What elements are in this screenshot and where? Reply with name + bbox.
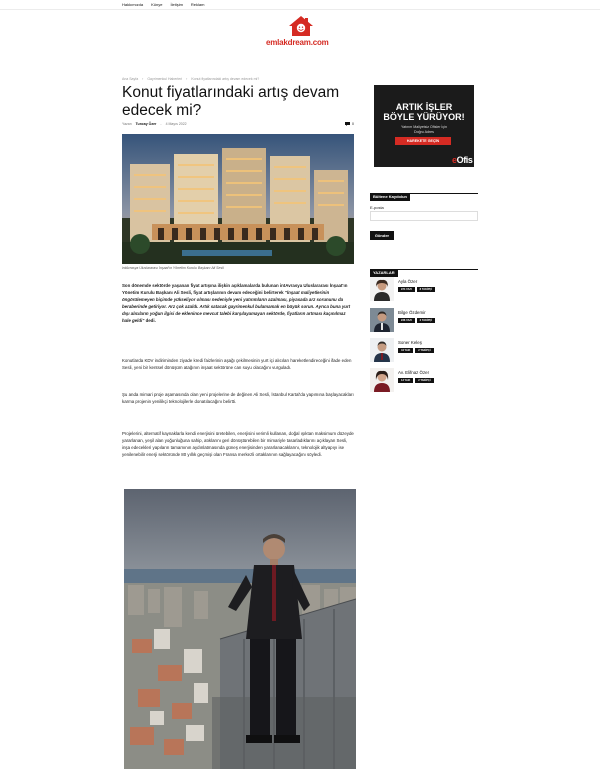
article-paragraph: Konutlarda KDV indiriminden ziyade kredi faizlerinin aşağı çekilmesinin yurt içi alıcıları hareketlendireceğini ifade eden Sesli, yeni bir kentsel dönüşüm atağının inşaat sektörüne can suyu olacağını vurguladı. [122,358,352,370]
newsletter-heading-label: Bültene Kaydolun [370,193,410,201]
comment-count[interactable] [345,122,354,126]
writer-item[interactable] [370,277,478,303]
post-count-badge: 974 YAZI [398,287,415,292]
writer-item[interactable] [370,308,478,334]
comment-icon [345,122,350,126]
breadcrumb [122,77,259,81]
brand-name: emlakdream.com [266,38,329,47]
ad-subtext-2: Doğru Adres [414,130,434,134]
sidebar-ad-banner[interactable] [374,85,474,167]
writer-name[interactable]: Av. Elifnaz Özer [398,370,430,375]
comment-count-value: 0 [352,122,354,126]
nav-link-ads[interactable]: Reklam [190,2,205,7]
article-photo [124,489,356,769]
avatar[interactable] [370,338,394,362]
top-bar [0,0,600,10]
ad-subtext: Yatırım Maliyetsiz Ofisler İçin [400,125,448,129]
writer-badges [398,287,435,292]
image-caption: intAvrasya Uluslararası İnşaat'ın Yönetim Kurulu Başkanı Ali Sesli [122,266,224,270]
writer-item[interactable] [370,338,478,364]
follower-count-badge: 2 TAKİPÇİ [415,348,433,353]
breadcrumb-current: Konut fiyatlarındaki artış devam edecek mi? [191,77,260,81]
email-label: E-posta [370,205,384,210]
writer-name[interactable]: Bilge Özdemir [398,310,426,315]
article-lead [122,282,354,324]
post-count-badge: 44 YAZI [398,348,413,353]
ad-brand-e: e [452,155,457,165]
nav-link-contact[interactable]: İletişim [170,2,183,7]
house-logo-icon [287,15,315,37]
follower-count-badge: 8 TAKİPÇİ [417,287,435,292]
site-logo[interactable] [262,15,342,49]
writer-badges [398,378,434,383]
article-paragraph: Projelerini, alternatif kaynaklarla kendi enerjisini üretebilen, enerjisini verimli kullanan, doğal ışıktan maksimum düzeyde yararlanan, yeşil alan yoğunluğuna sahip, atıklarını geri dönüştürebilen bir mimariyle tasarladıklarını açıklayan Sesli, inşa edecekleri yapıların tamamının aydınlatmasında güneş enerjisinden yararlanacaklarını, teknolojik altyapıyı ise yenilenebilir enerji sektöründe 80 yıllık geçmişi olan Fransa merkezli ortaklarının sağlayacağını söyledi. [122,431,354,457]
avatar[interactable] [370,277,394,301]
newsletter-heading [370,185,478,199]
writer-name[interactable]: Ayla Özer [398,279,418,284]
lead-end: dedi. [144,318,156,323]
breadcrumb-home[interactable]: Ana Sayfa [122,77,139,81]
ad-brand-logo [452,155,473,165]
article-meta [122,122,187,126]
breadcrumb-separator: › [142,77,144,81]
writer-badges [398,318,435,323]
article-paragraph: Şu anda mimari proje aşamasında olan yeni projelerine de değinen Ali Sesli, İstanbul Kartal'da yapımına başlayacakları karma projenin yenilikçi teknolojilerle donatılacağını belirtti. [122,392,354,404]
publish-date: 4 Mayıs 2022 [165,122,187,126]
nav-link-about[interactable]: Hakkımızda [122,2,144,7]
avatar[interactable] [370,308,394,332]
writer-badges [398,348,434,353]
hero-image [122,134,354,264]
post-count-badge: 236 YAZI [398,318,415,323]
avatar[interactable] [370,368,394,392]
writers-heading [370,261,478,275]
breadcrumb-separator: › [186,77,188,81]
lead-quote: "İnşaat maliyetlerinin öngörülemeyen biçimde yükseliyor olması nedeniyle yeni yatırımların azalması, piyasada arz sorununu da beraberinde getiriyor. Arz çok azaldı. Artık satacak gayrimenkul bulamamak en büyük sorun. Ayrıca buna yurt dışı alıcıların yoğun ilgisi de eklenince mevcut talebi karşılayamayan sektörde, fiyatların artması kaçınılmaz hale geldi" [122,290,351,323]
email-field[interactable] [370,211,478,221]
author-prefix: Yazan [122,122,132,126]
lead-text: Son dönemde sektörde yaşanan fiyat artışına ilişkin açıklamalarda bulunan intAvrasya Uluslararası İnşaat'ın Yönetim Kurulu Başkanı Ali Sesli, fiyat artışlarının devam edeceğini belirterek [122,283,348,295]
follower-count-badge: 3 TAKİPÇİ [417,318,435,323]
writers-heading-label: YAZARLAR [370,269,398,277]
ad-headline-2: BÖYLE YÜRÜYOR! [383,112,465,122]
nav-link-imprint[interactable]: Künye [151,2,163,7]
page-title: Konut fiyatlarındaki artış devam edecek mi? [122,84,340,119]
ad-cta-button[interactable]: HAREKETE GEÇİN [395,137,451,145]
ad-brand-rest: Ofis [456,155,473,165]
author-link[interactable]: Tuncay Özer [135,122,157,126]
separator: - [160,122,162,126]
follower-count-badge: 2 TAKİPÇİ [415,378,433,383]
ad-headline: ARTIK İŞLER [395,102,453,112]
top-nav [122,2,204,7]
subscribe-button[interactable]: Gönder [370,231,394,240]
writer-item[interactable] [370,368,478,394]
post-count-badge: 13 YAZI [398,378,413,383]
breadcrumb-category[interactable]: Gayrimenkul Haberleri [147,77,183,81]
writer-name[interactable]: Soner Keleş [398,340,422,345]
